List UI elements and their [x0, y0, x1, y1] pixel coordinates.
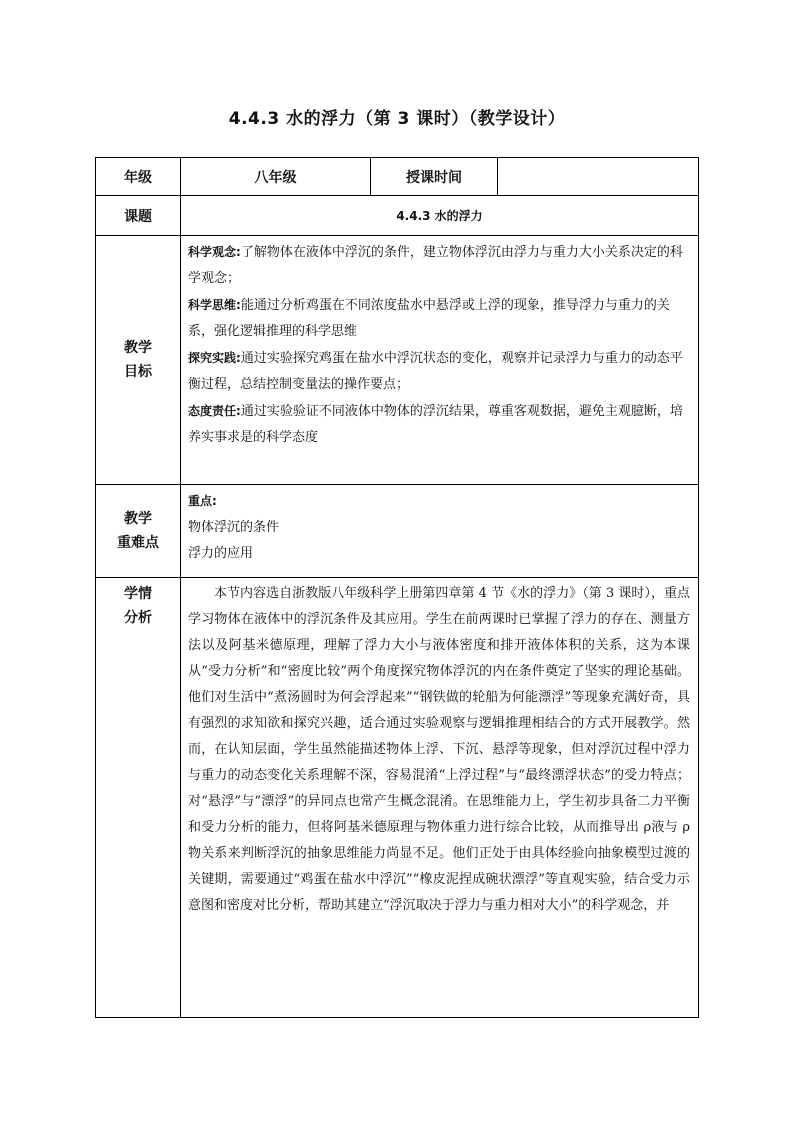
keypoints-heading-line [188, 488, 690, 515]
page-title: 4.4.3 水的浮力（第 3 课时）（教学设计） [228, 109, 566, 129]
analysis-row [96, 578, 699, 1018]
analysis-label-line2: 分析 [124, 610, 152, 626]
objective-heading: 科学观念: [188, 245, 241, 259]
objectives-row [96, 236, 699, 485]
lesson-plan-table [95, 157, 699, 1018]
keypoints-label-line2: 重难点 [117, 535, 159, 551]
analysis-label-line1: 学情 [124, 586, 152, 602]
objective-heading: 科学思维: [188, 298, 241, 312]
objective-heading: 态度责任: [188, 404, 241, 418]
topic-label: 课题 [96, 196, 181, 236]
objective-item [188, 398, 690, 451]
objective-item [188, 239, 690, 292]
topic-row [96, 196, 699, 236]
objectives-label-line1: 教学 [124, 340, 152, 356]
objective-item [188, 292, 690, 345]
objective-text: 了解物体在液体中浮沉的条件，建立物体浮沉由浮力与重力大小关系决定的科学观念； [188, 245, 683, 286]
keypoints-row [96, 485, 699, 578]
objectives-content [181, 236, 699, 485]
grade-row [96, 158, 699, 196]
objective-heading: 探究实践: [188, 351, 241, 365]
objectives-label-line2: 目标 [124, 364, 152, 380]
time-value [498, 158, 699, 196]
grade-label: 年级 [96, 158, 181, 196]
keypoints-content [181, 485, 699, 578]
analysis-text: 本节内容选自浙教版八年级科学上册第四章第 4 节《水的浮力》（第 3 课时），重点学习物体在液体中的浮沉条件及其应用。学生在前两课时已掌握了浮力的存在、测量方法以及阿基米德原理，理解了浮力大小与液体密度和排开液体体积的关系，这为本课从“受力分析”和“密度比较”两个角度探究物体浮沉的内在条件奠定了坚实的理论基础。他们对生活中“煮汤圆时为何会浮起来”“钢铁做的轮船为何能漂浮”等现象充满好奇，具有强烈的求知欲和探究兴趣，适合通过实验观察与逻辑推理相结合的方式开展教学。然而，在认知层面，学生虽然能描述物体上浮、下沉、悬浮等现象，但对浮沉过程中浮力与重力的动态变化关系理解不深，容易混淆“上浮过程”与“最终漂浮状态”的受力特点；对“悬浮”与“漂浮”的异同点也常产生概念混淆。在思维能力上，学生初步具备二力平衡和受力分析的能力，但将阿基米德原理与物体重力进行综合比较，从而推导出 ρ液与 ρ物关系来判断浮沉的抽象思维能力尚显不足。他们正处于由具体经验向抽象模型过渡的关键期，需要通过“鸡蛋在盐水中浮沉”“橡皮泥捏成碗状漂浮”等直观实验，结合受力示意图和密度对比分析，帮助其建立“浮沉取决于浮力与重力相对大小”的科学观念，并 [188, 586, 690, 913]
analysis-content [181, 578, 699, 1018]
objective-text: 能通过分析鸡蛋在不同浓度盐水中悬浮或上浮的现象，推导浮力与重力的关系，强化逻辑推理的科学思维 [188, 298, 670, 339]
analysis-label [96, 578, 181, 1018]
objective-item [188, 345, 690, 398]
objective-text: 通过实验验证不同液体中物体的浮沉结果，尊重客观数据，避免主观臆断，培养实事求是的科学态度 [188, 404, 683, 445]
objective-text: 通过实验探究鸡蛋在盐水中浮沉状态的变化，观察并记录浮力与重力的动态平衡过程，总结控制变量法的操作要点； [188, 351, 683, 392]
objectives-label [96, 236, 181, 485]
topic-value: 4.4.3 水的浮力 [181, 196, 699, 236]
grade-value: 八年级 [181, 158, 371, 196]
keypoint-item: 物体浮沉的条件 [188, 520, 280, 535]
keypoints-label-line1: 教学 [124, 511, 152, 527]
keypoint-item: 浮力的应用 [188, 546, 254, 561]
time-label: 授课时间 [371, 158, 498, 196]
keypoints-label [96, 485, 181, 578]
keypoints-heading: 重点: [188, 494, 217, 508]
